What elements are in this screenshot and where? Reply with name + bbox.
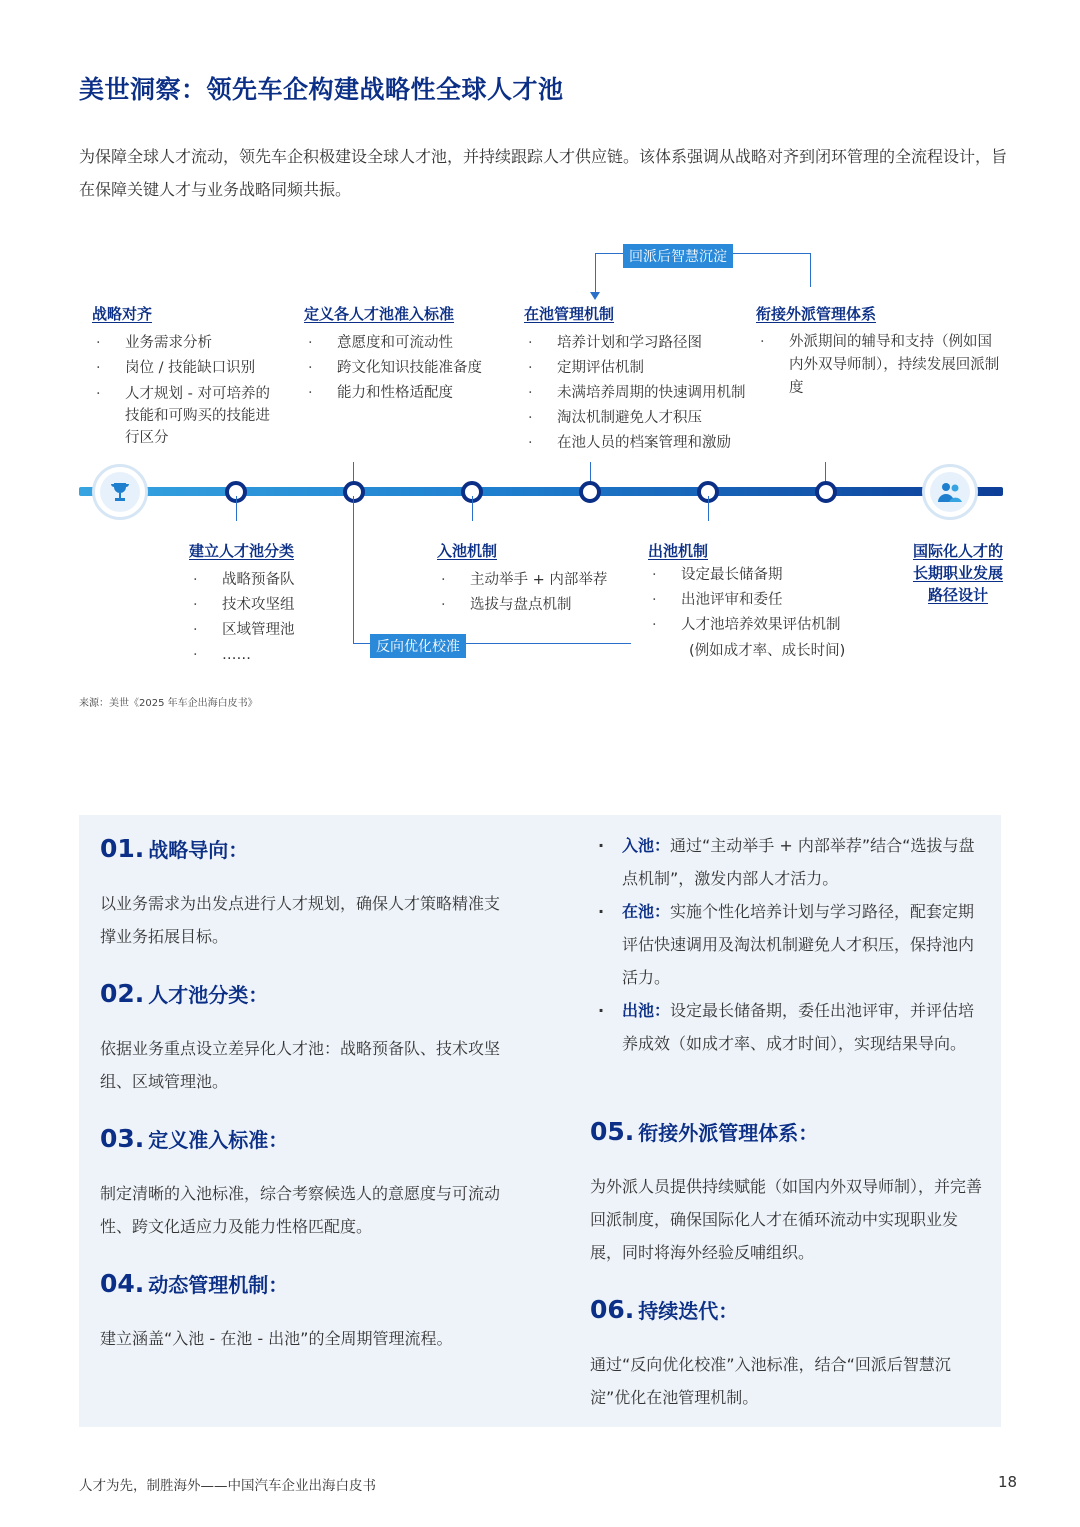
career-line: 国际化人才的 [912, 542, 1003, 560]
section-02-body: 依据业务重点设立差异化人才池：战略预备队、技术攻坚组、区域管理池。 [100, 1039, 501, 1091]
list-item [594, 829, 986, 895]
section-01-heading [100, 834, 248, 863]
list-item: · 战略预备队 [189, 568, 359, 593]
list-item: · 淘汰机制避免人才积压 [524, 406, 774, 431]
section-number: 01. [100, 834, 145, 863]
item-text: 实施个性化培养计划与学习路径，配套定期评估快速调用及淘汰机制避免人才积压，保持池内活力。 [622, 902, 975, 987]
section-number: 06. [590, 1295, 635, 1324]
list-item: · 在池人员的档案管理和激励 [524, 431, 774, 456]
top-loop-right [810, 253, 811, 287]
section-05-heading [590, 1117, 818, 1146]
section-title: 战略导向： [148, 838, 249, 862]
stage-title-entry-standards: 定义各人才池准入标准 [304, 305, 455, 323]
timeline-bar [79, 487, 1003, 496]
section-04-heading [100, 1269, 288, 1298]
people-icon [930, 472, 970, 512]
stage-list-entry-standards [304, 331, 524, 406]
list-item: · 业务需求分析 [92, 331, 282, 356]
intro-paragraph: 为保障全球人才流动，领先车企积极建设全球人才池，并持续跟踪人才供应链。该体系强调从战略对齐到闭环管理的全流程设计，旨在保障关键人才与业务战略同频共振。 [79, 147, 1008, 199]
stage-title-entry: 入池机制 [437, 542, 498, 560]
section-title: 人才池分类： [148, 983, 269, 1007]
tick [708, 496, 709, 521]
stage-list-expat [756, 331, 1006, 400]
stage-title-in-pool: 在池管理机制 [524, 305, 615, 323]
list-item: · 人才规划 - 对可培养的技能和可购买的技能进行区分 [92, 383, 282, 449]
talent-pool-diagram [0, 0, 1080, 720]
exit-note: (例如成才率、成长时间) [689, 643, 846, 659]
list-item: · 技术攻坚组 [189, 593, 359, 618]
stage-title-expat: 衔接外派管理体系 [756, 305, 877, 323]
list-item: · 区域管理池 [189, 618, 359, 643]
page-title: 美世洞察：领先车企构建战略性全球人才池 [79, 75, 564, 104]
top-loop-left [595, 253, 596, 297]
tick [472, 496, 473, 521]
tag-post-return-wisdom: 回派后智慧沉淀 [623, 244, 733, 268]
section-05-body: 为外派人员提供持续赋能（如国内外双导师制），并完善回派制度，确保国际化人才在循环流动中实现职业发展，同时将海外经验反哺组织。 [590, 1177, 983, 1262]
trophy-icon [100, 472, 140, 512]
section-title: 定义准入标准： [148, 1128, 289, 1152]
stage-title-classification: 建立人才池分类 [189, 542, 295, 560]
section-03-body: 制定清晰的入池标准，综合考察候选人的意愿度与可流动性、跨文化适应力及能力性格匹配度。 [100, 1184, 501, 1236]
section-number: 04. [100, 1269, 145, 1298]
list-item: · 出池评审和委任 [648, 588, 888, 613]
section-number: 03. [100, 1124, 145, 1153]
career-line: 路径设计 [927, 586, 988, 604]
list-item: · 主动举手 + 内部举荐 [437, 568, 637, 593]
item-label: 入池： [622, 836, 671, 855]
list-item: · 岗位 / 技能缺口识别 [92, 356, 282, 381]
list-item [594, 994, 986, 1060]
stage-list-exit [648, 563, 888, 638]
list-item: · 人才池培养效果评估机制 [648, 613, 888, 638]
source-note: 来源：美世《2025 年车企出海白皮书》 [79, 698, 258, 709]
list-item: · 培养计划和学习路径图 [524, 331, 774, 356]
stage-title-strategy: 战略对齐 [92, 305, 153, 323]
section-title: 持续迭代： [638, 1299, 739, 1323]
section-06-heading [590, 1295, 738, 1324]
tag-reverse-optimization: 反向优化校准 [370, 634, 466, 658]
list-item: · 未满培养周期的快速调用机制 [524, 381, 774, 406]
list-item: · 选拔与盘点机制 [437, 593, 637, 618]
career-line: 长期职业发展 [912, 564, 1003, 582]
item-label: 出池： [622, 1001, 671, 1020]
stage-title-career [900, 540, 1016, 606]
item-text: 设定最长储备期，委任出池评审，并评估培养成效（如成才率、成才时间），实现结果导向。 [622, 1001, 975, 1053]
section-title: 动态管理机制： [148, 1273, 289, 1297]
section-06-body: 通过“反向优化校准”入池标准，结合“回派后智慧沉淀”优化在池管理机制。 [590, 1355, 951, 1407]
stage-list-entry [437, 568, 637, 618]
end-node [922, 464, 978, 520]
stage-list-in-pool [524, 331, 774, 456]
tick [236, 496, 237, 521]
list-item: · 能力和性格适配度 [304, 381, 524, 406]
item-label: 在池： [622, 902, 671, 921]
stage-list-classification [189, 568, 359, 668]
list-item: · 外派期间的辅导和支持（例如国内外双导师制），持续发展回派制度 [756, 331, 1006, 400]
list-item: · 设定最长储备期 [648, 563, 888, 588]
section-number: 02. [100, 979, 145, 1008]
section-number: 05. [590, 1117, 635, 1146]
page-number: 18 [998, 1473, 1018, 1491]
list-item [594, 895, 986, 994]
section-04-body: 建立涵盖“入池 - 在池 - 出池”的全周期管理流程。 [100, 1329, 453, 1348]
list-item: · 定期评估机制 [524, 356, 774, 381]
list-item: · 意愿度和可流动性 [304, 331, 524, 356]
section-04-list [594, 829, 986, 1060]
stage-title-exit: 出池机制 [648, 542, 709, 560]
section-title: 衔接外派管理体系： [638, 1121, 819, 1145]
section-03-heading [100, 1124, 288, 1153]
footer-title: 人才为先，制胜海外——中国汽车企业出海白皮书 [79, 1478, 376, 1494]
item-text: 通过“主动举手 + 内部举荐”结合“选拔与盘点机制”，激发内部人才活力。 [622, 836, 975, 888]
section-02-heading [100, 979, 268, 1008]
stage-list-strategy [92, 331, 282, 449]
timeline-node [815, 481, 837, 503]
list-item: · …… [189, 643, 359, 668]
start-node [92, 464, 148, 520]
list-item: · 跨文化知识技能准备度 [304, 356, 524, 381]
timeline-node [343, 481, 365, 503]
top-loop-arrow [590, 292, 600, 300]
section-01-body: 以业务需求为出发点进行人才规划，确保人才策略精准支撑业务拓展目标。 [100, 894, 501, 946]
timeline-node [579, 481, 601, 503]
